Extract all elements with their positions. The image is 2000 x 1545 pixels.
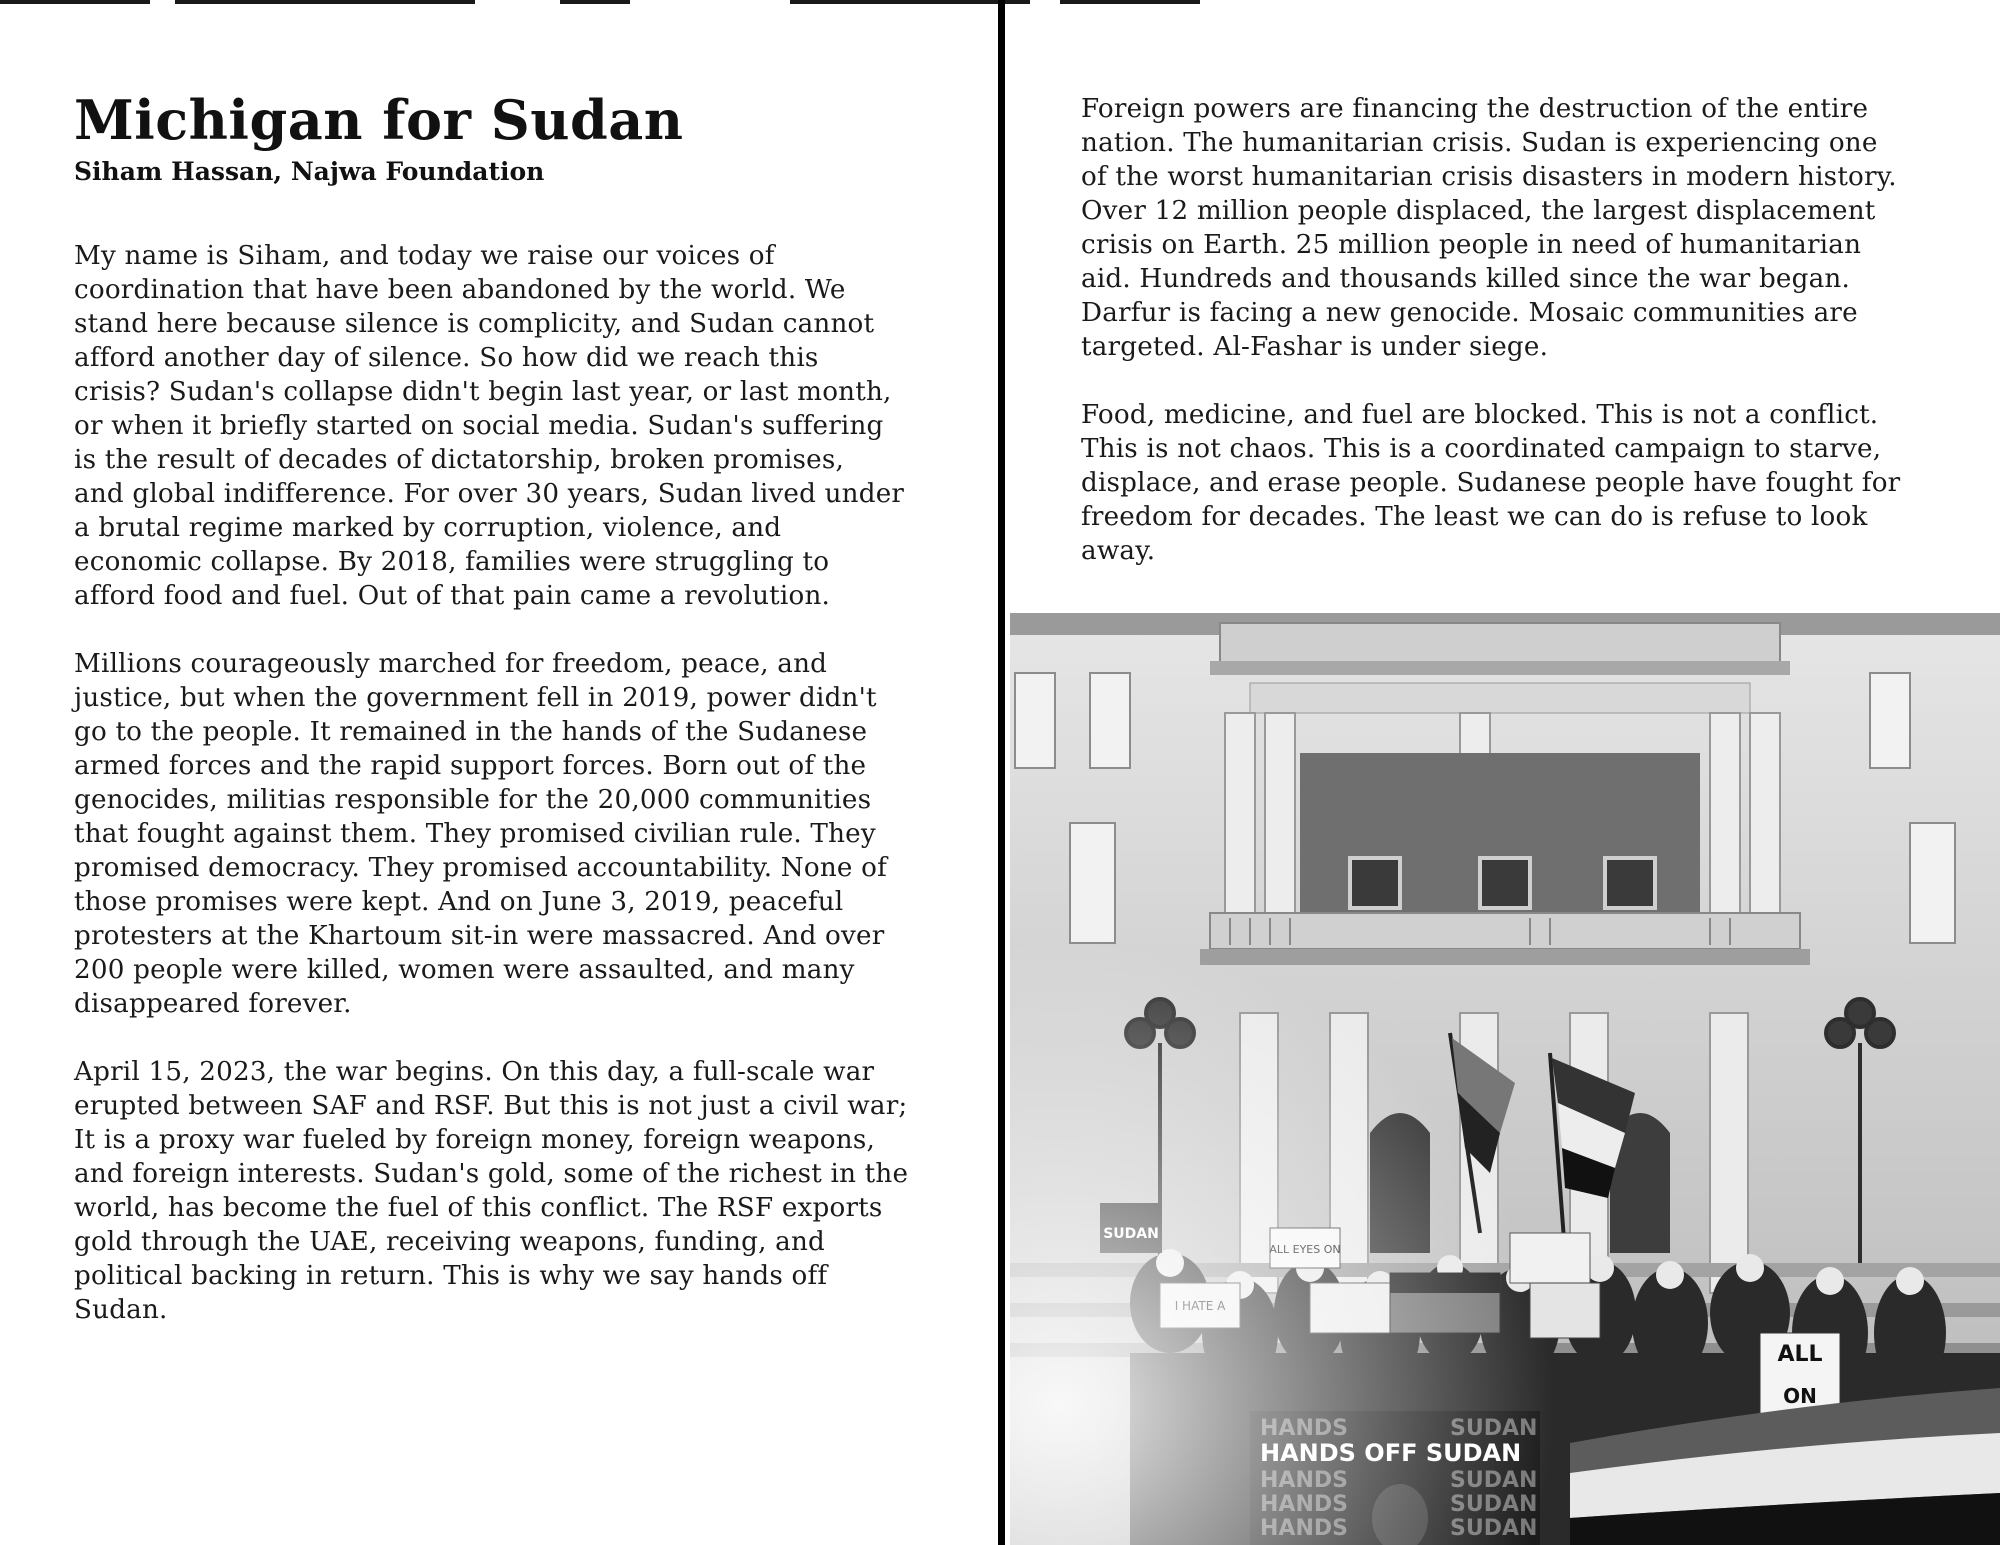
paragraph-intro: My name is Siham, and today we raise our voices of coordination that have been abandoned by the world. We stand here because silence is complicity, and Sudan cannot afford another day of silence. So how did we reach this crisis? Sudan's collapse didn't begin last year, or last month, or when it briefly started on social media. Sudan's suffering is the result of decades of dictatorship, broken promises, and global indifference. For over 30 years, Sudan lived under a brutal regime marked by corruption, violence, and economic collapse. By 2018, families were struggling to afford food and fuel. Out of that pain came a revolution. [74,241,905,611]
protest-photo [1010,613,2000,1545]
paragraph-war: April 15, 2023, the war begins. On this day, a full-scale war erupted between SAF and RSF. But this is not just a civil war; It is a proxy war fueled by foreign money, foreign weapons, and foreign interests. Sudan's gold, some of the richest in the world, has become the fuel of this conflict. The RSF exports gold through the UAE, receiving weapons, funding, and political backing in return. This is why we say hands off Sudan. [74,1057,909,1325]
paragraph-blockade: Food, medicine, and fuel are blocked. This is not a conflict. This is not chaos. This is a coordinated campaign to starve, displace, and erase people. Sudanese people have fought for freedom for decades. The least we can do is refuse to look away. [1081,400,1901,566]
article-title: Michigan for Sudan [74,88,684,152]
paragraph-humanitarian: Foreign powers are financing the destruction of the entire nation. The humanitarian crisis. Sudan is experiencing one of the worst humanitarian crisis disasters in modern history. Over 12 million people displaced, the largest displacement crisis on Earth. 25 million people in need of humanitarian aid. Hundreds and thousands killed since the war began. Darfur is facing a new genocide. Mosaic communities are targeted. Al-Fashar is under siege. [1081,94,1897,362]
top-torn-strip [0,0,1200,6]
center-divider [998,0,1005,1545]
right-column [1081,92,1981,602]
left-column [74,85,954,1361]
paragraph-revolution: Millions courageously marched for freedom, peace, and justice, but when the government fell in 2019, power didn't go to the people. It remained in the hands of the Sudanese armed forces and the rapid support forces. Born out of the genocides, militias responsible for the 20,000 communities that fought against them. They promised civilian rule. They promised democracy. They promised accountability. None of those promises were kept. And on June 3, 2019, peaceful protesters at the Khartoum sit-in were massacred. And over 200 people were killed, women were assaulted, and many disappeared forever. [74,649,887,1019]
article-byline: Siham Hassan, Najwa Foundation [74,157,545,186]
